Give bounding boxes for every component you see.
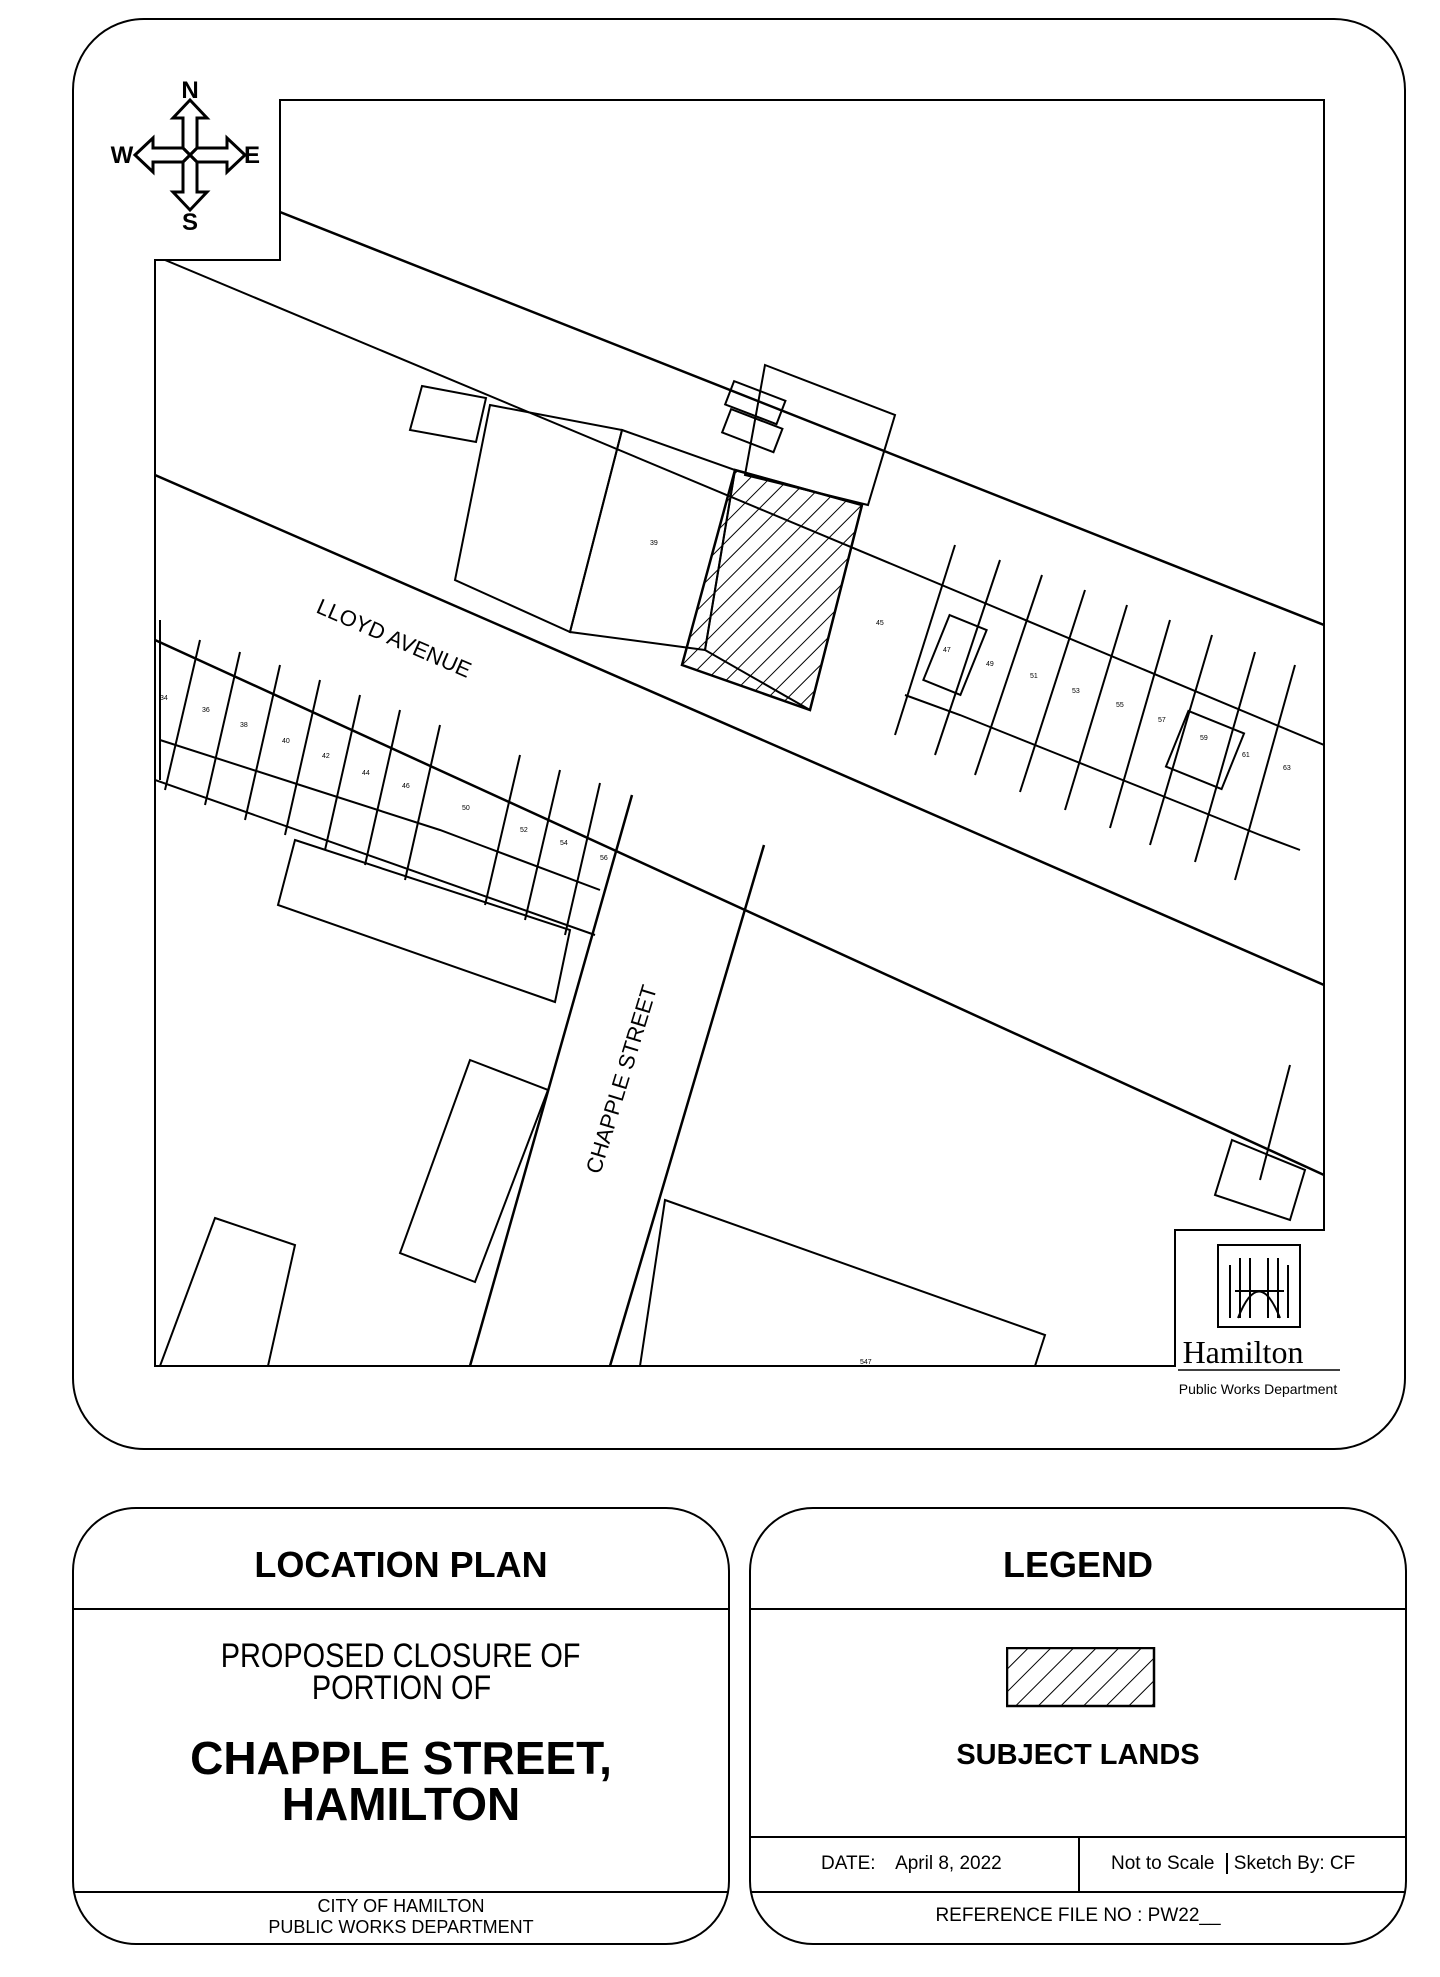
compass-n: N [181,77,199,104]
lot-number-53: 53 [1072,688,1080,695]
lot-number-547: 547 [860,1359,872,1366]
lot-number-45: 45 [876,620,884,627]
lot-number-54: 54 [560,840,568,847]
lot-number-42: 42 [322,753,330,760]
compass-e: E [243,142,261,169]
subject-lands [682,470,862,710]
compass-rose [135,100,245,210]
lot-number-55: 55 [1116,702,1124,709]
compass-w: W [110,142,134,169]
street-label-lloyd: LLOYD AVENUE [313,593,476,683]
lot-number-44: 44 [362,770,370,777]
legend-title: LEGEND [1002,1544,1153,1585]
hamilton-logo [1218,1245,1300,1327]
lot-number-63: 63 [1283,765,1291,772]
lot-number-61: 61 [1242,752,1250,759]
lot-number-57: 57 [1158,717,1166,724]
lot-number-56: 56 [600,855,608,862]
footer-city: CITY OF HAMILTON [317,1896,485,1916]
closure-line-2: PORTION OF [311,1669,491,1707]
lot-number-34: 34 [160,695,168,702]
reference-file: REFERENCE FILE NO : PW22__ [935,1905,1221,1926]
location-plan-title: LOCATION PLAN [254,1544,548,1585]
lot-number-38: 38 [240,722,248,729]
map-frame [155,100,1324,1366]
lot-number-59: 59 [1200,735,1208,742]
street-name-line-1: CHAPPLE STREET, [190,1732,612,1784]
street-label-chapple: CHAPPLE STREET [580,982,662,1177]
date-label: DATE: [821,1853,876,1874]
chapple-street-east-edge [610,845,764,1366]
closure-line-1: PROPOSED CLOSURE OF [221,1637,581,1675]
compass-s: S [181,209,199,236]
lot-number-39: 39 [650,540,658,547]
lot-number-52: 52 [520,827,528,834]
logo-dept: Public Works Department [1178,1381,1338,1397]
logo-name: Hamilton [1182,1334,1304,1370]
lot-number-40: 40 [282,738,290,745]
street-name-line-2: HAMILTON [281,1778,521,1830]
lot-number-51: 51 [1030,673,1038,680]
lot-number-50: 50 [462,805,470,812]
scale-note: Not to Scale [1111,1853,1215,1874]
footer-dept: PUBLIC WORKS DEPARTMENT [268,1917,534,1937]
legend-hatch-swatch [1006,1647,1156,1709]
lot-number-46: 46 [402,783,410,790]
lot-number-47: 47 [943,647,951,654]
lot-number-36: 36 [202,707,210,714]
legend-box [749,1507,1407,1945]
location-plan-box [72,1507,730,1945]
sketch-by: Sketch By: CF [1233,1853,1356,1874]
lot-number-49: 49 [986,661,994,668]
date-value: April 8, 2022 [895,1853,1002,1874]
legend-subject-lands: SUBJECT LANDS [956,1739,1200,1771]
